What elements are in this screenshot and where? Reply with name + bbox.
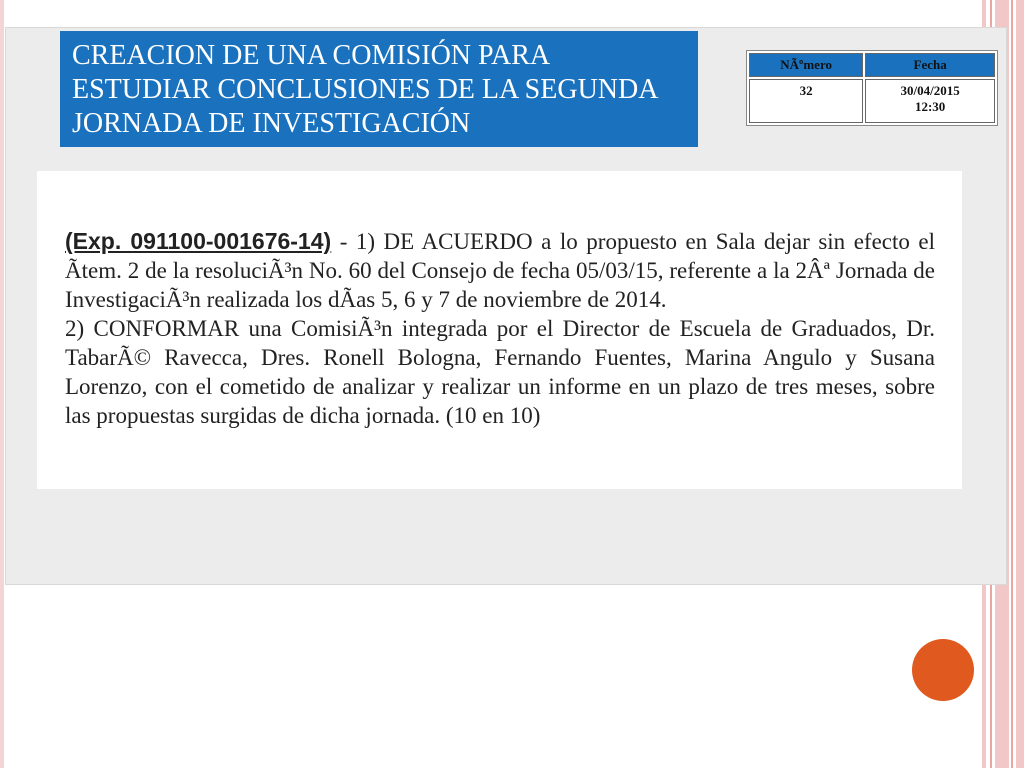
paragraph-1-text: - 1) DE ACUERDO a lo propuesto en Sala dejar sin efecto el Ãtem. 2 de la resoluciÃ³n No. 60 del Consejo de fecha 05/03/15, referente a la 2Âª Jornada de InvestigaciÃ³n realizada los dÃas 5, 6 y 7 de noviembre de 2014.: [65, 229, 935, 312]
right-border-stripe: [1011, 0, 1013, 768]
right-border-stripe: [1016, 0, 1024, 768]
slide-title: CREACION DE UNA COMISIÓN PARA ESTUDIAR CONCLUSIONES DE LA SEGUNDA JORNADA DE INVESTIGACIÓN: [60, 31, 698, 147]
cell-fecha: [865, 79, 995, 123]
exp-reference: (Exp. 091100-001676-14): [65, 228, 332, 254]
accent-circle: [912, 639, 974, 701]
paragraph-1: [65, 227, 935, 314]
left-border-stripe: [0, 0, 4, 768]
header-fecha: Fecha: [865, 53, 995, 77]
document-text: [65, 227, 935, 430]
fecha-time: 12:30: [914, 99, 946, 114]
paragraph-2: 2) CONFORMAR una ComisiÃ³n integrada por el Director de Escuela de Graduados, Dr. TabarÃ© Ravecca, Dres. Ronell Bologna, Fernando Fuentes, Marina Angulo y Susana Lorenzo, con el cometido de analizar y realizar un informe en un plazo de tres meses, sobre las propuestas surgidas de dicha jornada. (10 en 10): [65, 316, 935, 428]
cell-numero: 32: [749, 79, 863, 123]
document-image: [37, 171, 962, 489]
fecha-date: 30/04/2015: [900, 83, 960, 98]
meta-table: [746, 50, 998, 126]
header-numero: NÃºmero: [749, 53, 863, 77]
